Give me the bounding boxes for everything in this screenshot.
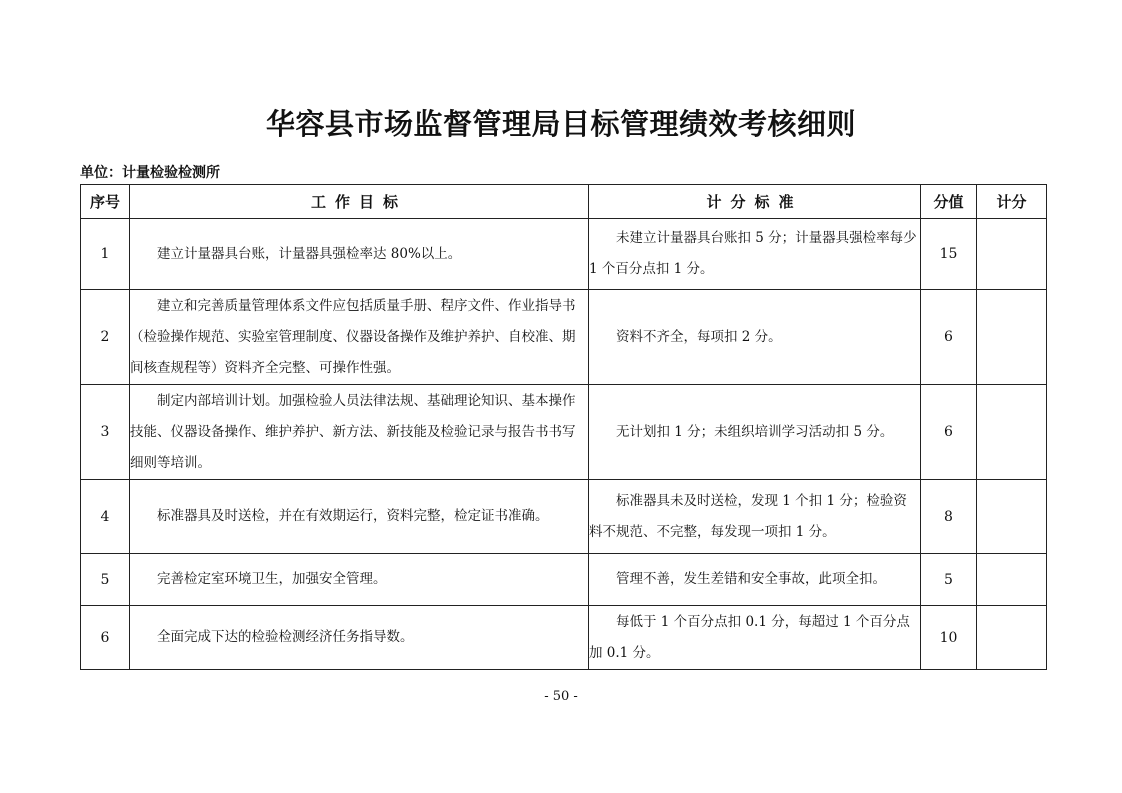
page-title: 华容县市场监督管理局目标管理绩效考核细则 [265,107,856,141]
table-row [81,554,1047,606]
row-seq: 4 [81,480,130,554]
row-goal: 建立和完善质量管理体系文件应包括质量手册、程序文件、作业指导书（检验操作规范、实验室管理制度、仪器设备操作及维护养护、自校准、期间核查规程等）资料齐全完整、可操作性强。 [130,290,589,385]
row-points: 5 [921,554,977,606]
page-number: - 50 - [544,689,578,704]
header-standard: 计分标准 [589,185,921,219]
row-goal: 全面完成下达的检验检测经济任务指导数。 [130,606,589,670]
row-seq: 2 [81,290,130,385]
row-points: 6 [921,290,977,385]
row-score [977,385,1047,480]
row-standard: 管理不善，发生差错和安全事故，此项全扣。 [589,554,921,606]
row-goal: 完善检定室环境卫生，加强安全管理。 [130,554,589,606]
score-table [80,184,1047,670]
row-points: 15 [921,219,977,290]
row-score [977,290,1047,385]
row-goal: 制定内部培训计划。加强检验人员法律法规、基础理论知识、基本操作技能、仪器设备操作、维护养护、新方法、新技能及检验记录与报告书书写细则等培训。 [130,385,589,480]
row-standard: 每低于 1 个百分点扣 0.1 分，每超过 1 个百分点加 0.1 分。 [589,606,921,670]
row-score [977,554,1047,606]
row-score [977,606,1047,670]
table-header-row [81,185,1047,219]
unit-label: 单位：计量检验检测所 [80,165,220,181]
row-seq: 6 [81,606,130,670]
row-seq: 3 [81,385,130,480]
row-points: 10 [921,606,977,670]
row-seq: 1 [81,219,130,290]
table-row [81,219,1047,290]
row-standard: 标准器具未及时送检，发现 1 个扣 1 分；检验资料不规范、不完整，每发现一项扣 1 分。 [589,480,921,554]
header-goal: 工作目标 [130,185,589,219]
row-standard: 无计划扣 1 分；未组织培训学习活动扣 5 分。 [589,385,921,480]
table-row [81,480,1047,554]
row-standard: 资料不齐全，每项扣 2 分。 [589,290,921,385]
row-goal: 标准器具及时送检，并在有效期运行，资料完整，检定证书准确。 [130,480,589,554]
row-score [977,480,1047,554]
row-goal: 建立计量器具台账，计量器具强检率达 80%以上。 [130,219,589,290]
row-standard: 未建立计量器具台账扣 5 分；计量器具强检率每少 1 个百分点扣 1 分。 [589,219,921,290]
header-seq: 序号 [81,185,130,219]
header-points: 分值 [921,185,977,219]
table-row [81,290,1047,385]
header-score: 计分 [977,185,1047,219]
row-points: 8 [921,480,977,554]
row-points: 6 [921,385,977,480]
table-row [81,606,1047,670]
table-row [81,385,1047,480]
row-seq: 5 [81,554,130,606]
row-score [977,219,1047,290]
